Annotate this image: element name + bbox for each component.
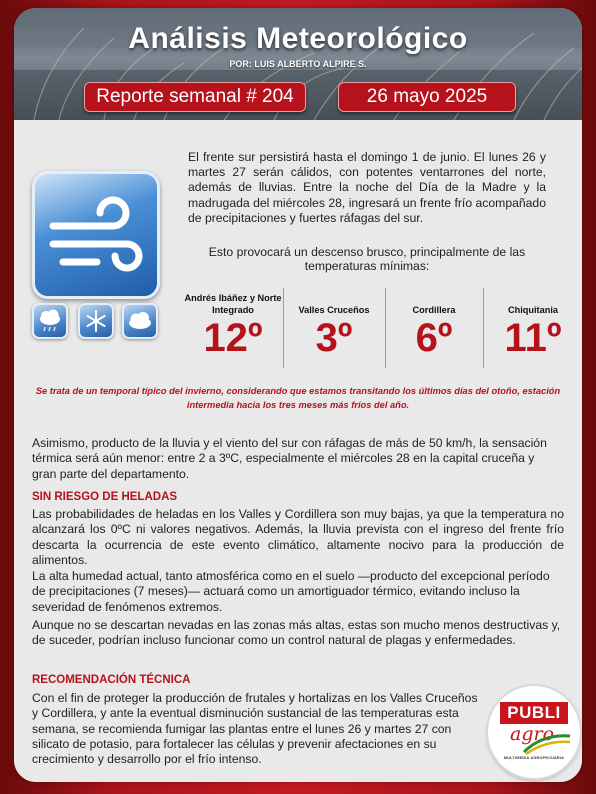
content-body <box>14 120 582 782</box>
temp-value: 12º <box>203 316 263 360</box>
logo-wordmark-mid: agro <box>510 723 555 745</box>
recommendation-heading: RECOMENDACIÓN TÉCNICA <box>32 674 191 686</box>
season-note: Se trata de un temporal típico del invierno, considerando que estamos transitando los últimos días del otoño, estación intermedia hacia los tres meses más fríos del año. <box>35 386 561 410</box>
frost-paragraph-2: La alta humedad actual, tanto atmosférica como en el suelo —producto del excepcional período de precipitaciones (7 meses)— actuará como un amortiguador térmico, evitando incluso la severidad de fenómenos extremos. <box>32 569 550 614</box>
rain-cloud-icon <box>32 303 68 339</box>
region-label: Valles Cruceños <box>298 305 370 315</box>
temp-value: 11º <box>504 316 562 360</box>
author-byline: POR: LUIS ALBERTO ALPIRE S. <box>229 59 367 69</box>
frost-paragraph-1: Las probabilidades de heladas en los Valles y Cordillera son muy bajas, ya que la temperatura no alcanzará los 0ºC ni valores negativos. Además, la lluvia prevista con el ingreso del frente frío descarta la ocurrencia de este evento climático, altamente nocivo para la producción de alimentos. <box>32 507 564 567</box>
temperatures-lead: Esto provocará un descenso brusco, principalmente de las temperaturas mínimas: <box>208 245 526 273</box>
region-label: Chiquitania <box>507 305 559 315</box>
wind-chill-paragraph: Asimismo, producto de la lluvia y el viento del sur con ráfagas de más de 50 km/h, la sensación térmica será aún menor: entre 2 a 3ºC, especialmente el miércoles 28 en la capital cruceña y gran parte del departamento. <box>32 436 547 481</box>
publiagro-logo <box>488 686 580 778</box>
temp-value: 3º <box>315 316 353 360</box>
frost-paragraph-3: Aunque no se descartan nevadas en las zonas más altas, estas son mucho menos destructivas y, de suceder, podrían incluso funcionar como un control natural de plagas y enfermedades. <box>32 618 561 648</box>
logo-swoosh-icon <box>522 732 572 756</box>
cloud-icon <box>122 303 158 339</box>
recommendation-paragraph: Con el fin de proteger la producción de frutales y hortalizas en los Valles Cruceños y Cordillera, y ante la eventual disminución sustancial de las temperaturas esta semana, se recomienda fumigar las plantas entre el lunes 26 y martes 27 con silicato de potasio, para fortalecer las células y prevenir afectaciones en su crecimiento y desarrollo por el frío intenso. <box>32 691 478 767</box>
page-title: Análisis Meteorológico <box>128 22 468 55</box>
intro-paragraph: El frente sur persistirá hasta el domingo 1 de junio. El lunes 26 y martes 27 serán cálidos, con potentes ventarrones del norte, además de lluvias. Entre la noche del Día de la Madre y la madrugada del miércoles 28, ingresará un frente frío acompañado de precipitaciones y fuertes ráfagas del sur. <box>188 150 546 225</box>
header-banner <box>14 8 582 120</box>
logo-tagline: MULTIMEDIA AGROPECUARIA <box>503 756 565 760</box>
wind-icon <box>32 171 160 299</box>
temp-chiquitania <box>484 280 582 360</box>
logo-wordmark-top: PUBLI <box>500 702 568 724</box>
region-label: Andrés Ibáñez y Norte Integrado <box>184 293 282 315</box>
temp-cordillera <box>386 280 482 360</box>
report-card <box>14 8 582 782</box>
temp-value: 6º <box>415 316 453 360</box>
temp-andres-ibanez <box>184 280 282 360</box>
frost-heading: SIN RIESGO DE HELADAS <box>32 491 178 503</box>
report-date-badge: 26 mayo 2025 <box>338 82 516 112</box>
temp-valles-crucenos <box>284 280 384 360</box>
region-label: Cordillera <box>412 305 456 315</box>
snowflake-icon <box>78 303 114 339</box>
report-number-badge: Reporte semanal # 204 <box>84 82 306 112</box>
